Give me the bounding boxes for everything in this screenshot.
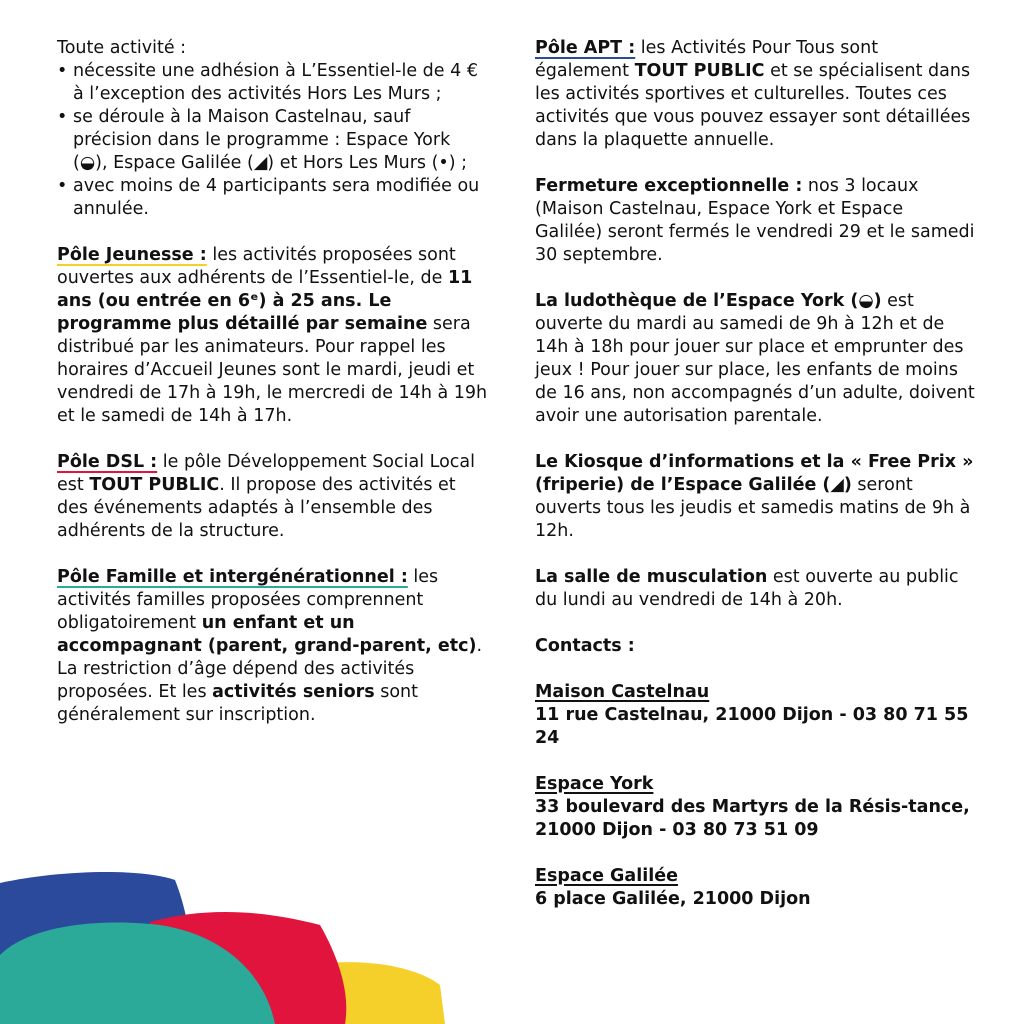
left-column [57,37,489,750]
list-item [57,175,489,221]
fermeture-text [535,175,975,267]
contact-address [535,888,975,911]
pole-jeunesse-title: Pôle Jeunesse : [57,245,207,265]
kiosque-section [535,451,975,543]
paragraph-bold: TOUT PUBLIC [89,475,220,495]
musculation-text [535,566,975,612]
contacts-section [535,635,975,658]
paragraph-bold: Contacts : [535,636,635,656]
intro-lead: Toute activité : [57,38,187,58]
paragraph-bold: La ludothèque de l’Espace York (◒) [535,291,882,311]
list-item-text: et Hors Les Murs [274,153,432,173]
paragraph-bold: activités seniors [212,682,375,702]
paragraph-text: et se spécialisent dans les activités sportives et culturelles. Toutes ces activités que vous pouvez essayer sont détaillées dans la plaquette annuelle. [535,61,971,150]
paragraph-text: sont généralement sur inscription. [57,682,418,725]
paragraph-text: seront ouverts tous les jeudis et samedis matins de 9h à 12h. [535,475,971,541]
musculation-section [535,566,975,612]
pole-famille-title: Pôle Famille et intergénérationnel : [57,567,408,587]
paragraph-bold: Fermeture exceptionnelle : [535,176,803,196]
galilee-icon: (◢) [247,153,275,173]
contacts-title [535,635,975,658]
paragraph-bold: TOUT PUBLIC [634,61,765,81]
paragraph-bold: 33 boulevard des Martyrs de la Résis-tance, 21000 Dijon - 03 80 73 51 09 [535,797,970,840]
list-item-text: nécessite une adhésion à L’Essentiel-le de 4 € à l’exception des activités Hors Les Murs ; [73,61,478,104]
york-icon: (◒) [73,153,102,173]
contact-address [535,796,975,842]
teal-shape [0,923,275,1024]
blue-shape [0,872,193,1024]
list-item-text: ; [455,153,468,173]
contact-name: Maison Castelnau [535,682,710,702]
ludotheque-text [535,290,975,428]
fermeture-section [535,175,975,267]
contact-york [535,773,975,842]
paragraph-bold: 6 place Galilée, 21000 Dijon [535,889,811,909]
intro-list [57,60,489,221]
contact-name: Espace York [535,774,654,794]
paragraph-text: les activités proposées sont ouvertes aux adhérents de l’Essentiel-le, de [57,245,456,288]
kiosque-text [535,451,975,543]
paragraph-bold: Le Kiosque d’informations et la « Free Prix » (friperie) de l’Espace Galilée (◢) [535,452,974,495]
paragraph-text: les activités familles proposées comprennent obligatoirement [57,567,439,633]
pole-jeunesse-section [57,244,489,428]
ludotheque-section [535,290,975,428]
paragraph-text: est ouverte du mardi au samedi de 9h à 12h et de 14h à 18h pour jouer sur place et emprunter des jeux ! Pour jouer sur place, les enfants de moins de 16 ans, non accompagnés d’un adulte, doivent avoir une autorisation parentale. [535,291,975,426]
pole-apt-section [535,37,975,152]
list-item [57,106,489,175]
list-item-text: se déroule à la Maison Castelnau, sauf précision dans le programme : Espace York [73,107,451,150]
paragraph-text: nos 3 locaux (Maison Castelnau, Espace York et Espace Galilée) seront fermés le vendredi 29 et le samedi 30 septembre. [535,176,975,265]
pole-dsl-section [57,451,489,543]
paragraph-bold: La salle de musculation [535,567,768,587]
pole-apt-title: Pôle APT : [535,38,636,58]
contact-address [535,704,975,750]
paragraph-text: le pôle Développement Social Local est [57,452,475,495]
contact-name: Espace Galilée [535,866,678,886]
paragraph-bold: 11 rue Castelnau, 21000 Dijon - 03 80 71 55 24 [535,705,969,748]
list-item-text: , Espace Galilée [101,153,247,173]
paragraph-text: . Il propose des activités et des événements adaptés à l’ensemble des adhérents de la structure. [57,475,456,541]
pole-famille-section [57,566,489,727]
contact-castelnau [535,681,975,750]
list-item-text: avec moins de 4 participants sera modifiée ou annulée. [73,176,480,219]
hors-les-murs-icon: (•) [431,153,456,173]
contact-galilee [535,865,975,911]
red-shape [150,912,346,1024]
intro-section [57,37,489,221]
list-item [57,60,489,106]
pole-dsl-text [57,451,489,543]
yellow-shape [290,962,445,1024]
paragraph-text: les Activités Pour Tous sont également [535,38,879,81]
paragraph-text: . La restriction d’âge dépend des activités proposées. Et les [57,636,483,702]
right-column [535,37,975,934]
paragraph-bold: 11 ans (ou entrée en 6ᵉ) à 25 ans. Le programme plus détaillé par semaine [57,268,473,334]
pole-dsl-title: Pôle DSL : [57,452,158,472]
paragraph-text: est ouverte au public du lundi au vendredi de 14h à 20h. [535,567,959,610]
pole-famille-text [57,566,489,727]
paragraph-text: sera distribué par les animateurs. Pour rappel les horaires d’Accueil Jeunes sont le mardi, jeudi et vendredi de 17h à 19h, le mercredi de 14h à 19h et le samedi de 14h à 17h. [57,314,488,426]
paragraph-bold: un enfant et un accompagnant (parent, grand-parent, etc) [57,613,477,656]
pole-jeunesse-text [57,244,489,428]
pole-apt-text [535,37,975,152]
